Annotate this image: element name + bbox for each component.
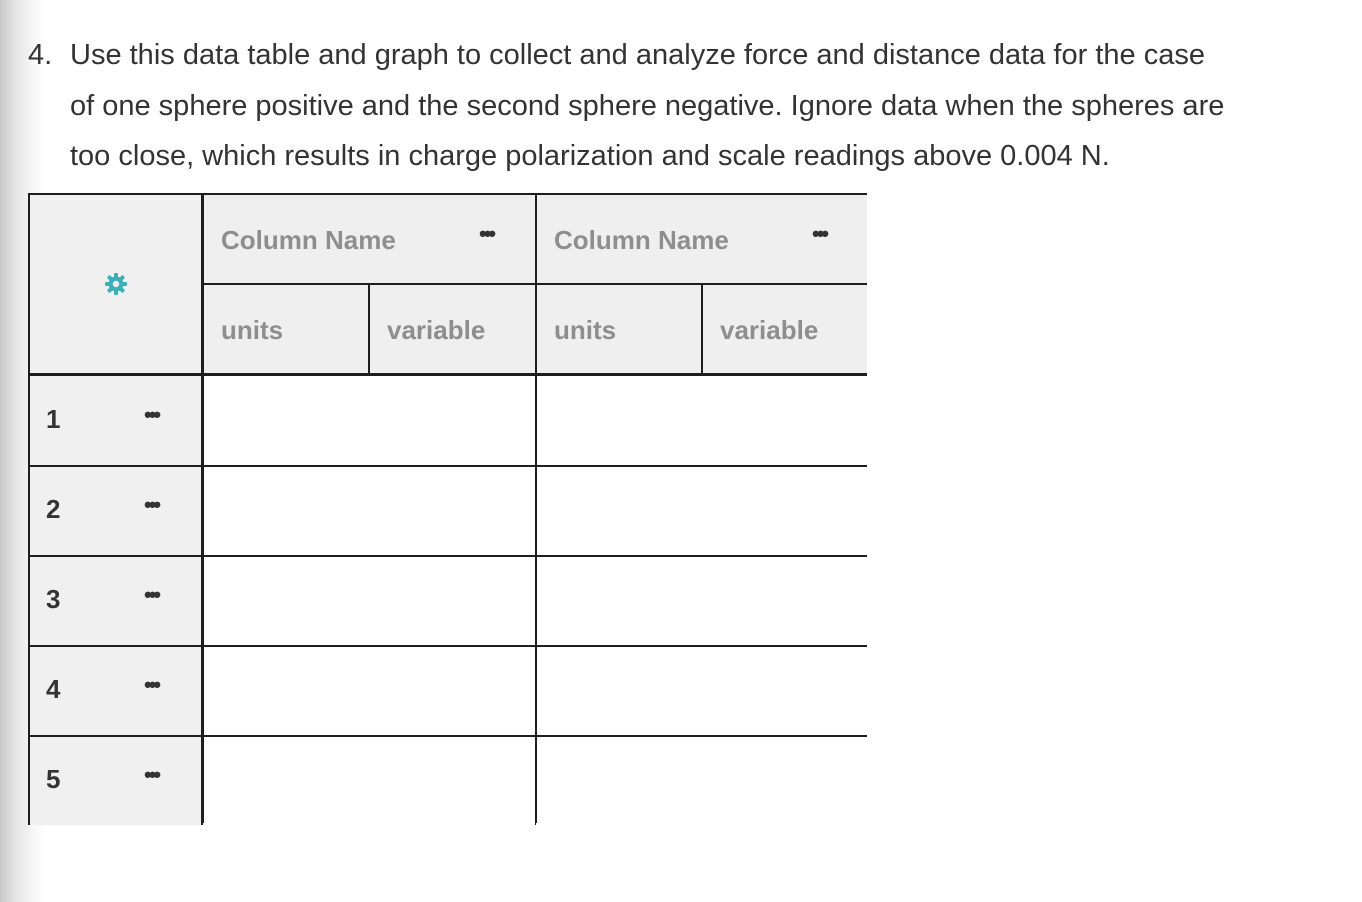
row-header-divider: [201, 195, 204, 823]
header-divider: [201, 283, 867, 285]
question-text: [70, 30, 1338, 182]
column-2-units[interactable]: [536, 284, 701, 374]
subheader-divider-2: [701, 283, 703, 374]
column-name-2[interactable]: Column Name: [554, 225, 729, 255]
data-table: [28, 193, 867, 825]
cell-r1-c2[interactable]: [536, 376, 867, 465]
row-3-menu-icon[interactable]: •••: [144, 582, 159, 607]
row-header-2: [30, 466, 201, 555]
row-header-4: [30, 646, 201, 735]
column-1-variable-label: variable: [387, 315, 486, 345]
row-header-1: [30, 376, 201, 465]
row-number-4: 4: [46, 674, 61, 704]
row-header-5: [30, 736, 201, 825]
row-header-3: [30, 556, 201, 645]
row-4-menu-icon[interactable]: •••: [144, 672, 159, 697]
question-line-2: of one sphere positive and the second sphere negative. Ignore data when the spheres are: [70, 89, 1225, 122]
row-divider-4: [30, 735, 867, 737]
cell-r2-c1[interactable]: [203, 466, 535, 555]
cell-r2-c2[interactable]: [536, 466, 867, 555]
row-number-2: 2: [46, 494, 61, 524]
gear-icon[interactable]: [104, 272, 128, 296]
cell-r5-c2[interactable]: [536, 736, 867, 825]
row-1-menu-icon[interactable]: •••: [144, 402, 159, 427]
column-1-units-label: units: [221, 315, 284, 345]
row-number-5: 5: [46, 764, 61, 794]
header-bottom-border: [30, 373, 867, 376]
cell-r1-c1[interactable]: [203, 376, 535, 465]
cell-r3-c1[interactable]: [203, 556, 535, 645]
cell-r4-c2[interactable]: [536, 646, 867, 735]
column-2-variable[interactable]: [702, 284, 867, 374]
column-1-variable[interactable]: [369, 284, 535, 374]
row-number-3: 3: [46, 584, 61, 614]
row-divider-1: [30, 465, 867, 467]
question-4: [28, 30, 1338, 182]
column-2-menu-icon[interactable]: •••: [812, 221, 827, 246]
cell-r4-c1[interactable]: [203, 646, 535, 735]
row-2-menu-icon[interactable]: •••: [144, 492, 159, 517]
column-header-2[interactable]: [536, 195, 867, 283]
column-name-1[interactable]: Column Name: [221, 225, 396, 255]
question-line-3: too close, which results in charge polarization and scale readings above 0.004 N.: [70, 140, 1110, 172]
row-number-1: 1: [46, 404, 61, 434]
question-line-1: Use this data table and graph to collect and analyze force and distance data for the case: [70, 39, 1205, 71]
column-2-units-label: units: [554, 315, 617, 345]
column-1-menu-icon[interactable]: •••: [479, 221, 494, 246]
cell-r3-c2[interactable]: [536, 556, 867, 645]
column-header-1[interactable]: [203, 195, 535, 283]
row-divider-2: [30, 555, 867, 557]
row-5-menu-icon[interactable]: •••: [144, 762, 159, 787]
column-2-variable-label: variable: [720, 315, 819, 345]
row-divider-3: [30, 645, 867, 647]
question-number: 4.: [28, 39, 53, 71]
cell-r5-c1[interactable]: [203, 736, 535, 825]
column-divider: [535, 195, 537, 823]
table-corner: [30, 195, 201, 375]
column-1-units[interactable]: [203, 284, 368, 374]
subheader-divider-1: [368, 283, 370, 374]
